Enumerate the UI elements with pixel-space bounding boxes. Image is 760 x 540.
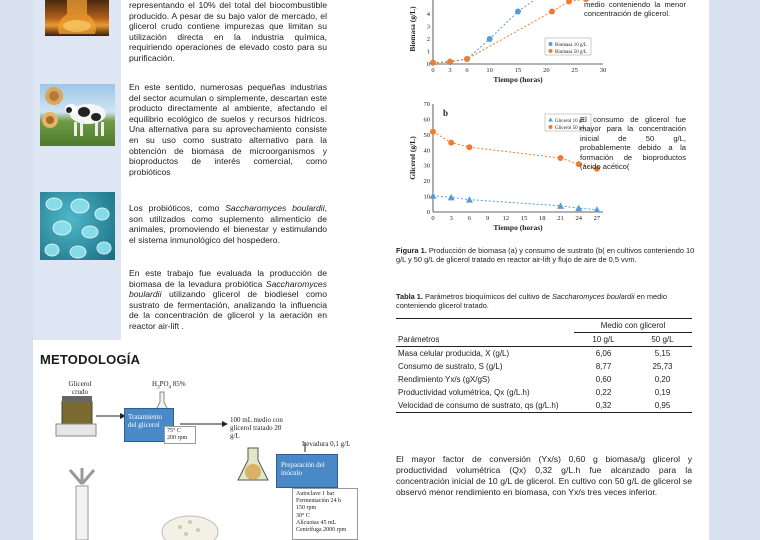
probiotic-text-c: , son utilizados como suplemento alimenticio de animales, promoviendo el bienestar y estimulando el sistema inmunológico del hospedero. (129, 203, 327, 245)
table-value-10: 0,60 (595, 375, 612, 384)
poster-page (33, 0, 709, 540)
airlift-reactor-icon (76, 486, 88, 540)
y-tick-label: 0 (426, 209, 430, 216)
condition-item: Centrífuga 2000 rpm (296, 527, 347, 534)
x-tick-label: 15 (520, 215, 528, 222)
data-point (558, 155, 564, 161)
data-point (466, 144, 472, 150)
y-tick-label: 1 (426, 48, 430, 56)
table-value-50: 25,73 (652, 362, 673, 371)
legend-label: Biomasa 10 g/L (555, 43, 587, 48)
data-point (448, 140, 454, 146)
table-group-header-row (396, 319, 692, 333)
series-line (433, 132, 597, 169)
table-param: Velocidad de consumo de sustrato, qs (g/L.h) (398, 401, 559, 410)
y-axis-label: Biomasa (g/L) (408, 6, 417, 52)
x-tick-label: 30 (599, 67, 607, 74)
y-axis-label: Glicerol (g/L) (408, 136, 417, 180)
data-point (487, 36, 493, 42)
yeast-cells-image (40, 192, 115, 260)
table-value-10: 0,32 (595, 401, 612, 410)
flask-icon (45, 0, 109, 36)
x-axis-label: Tiempo (horas) (493, 223, 543, 232)
x-tick-label: 0 (431, 67, 435, 74)
intro-text-1: representando el 10% del total del biocombustible producido. A pesar de su bajo valor de mercado, el glicerol crudo contiene impurezas que limitan su utilización directa en la industria química, requiriendo operaciones de elevado costo para su purificación. (129, 0, 327, 63)
x-tick-label: 27 (593, 215, 601, 222)
table-caption (396, 292, 696, 311)
y-tick-label: 4 (426, 11, 430, 18)
h3po4-sub1: 3 (157, 385, 160, 391)
objective-text-c: utilizando glicerol de biodiesel como sustrato de fermentación, analizando la influencia de la concentración de glicerol y la aeración en reactor air-lift . (129, 289, 327, 331)
legend-marker (549, 125, 553, 129)
condition-item: Alícuotas 45 mL (296, 519, 337, 526)
x-tick-label: 24 (575, 215, 582, 222)
preparacion-box (276, 454, 338, 488)
table-value-10: 8,77 (595, 362, 612, 371)
series-line (433, 196, 597, 210)
data-point (515, 9, 521, 15)
table-row (396, 360, 692, 373)
preparacion-label: Preparación del inóculo (281, 461, 325, 477)
x-tick-label: 6 (467, 215, 472, 222)
data-point (430, 60, 436, 66)
species-name: Saccharomyces boulardii (225, 203, 325, 213)
glicerol-note: El consumo de glicerol fue mayor para la concentración inicial de 50 g/L, probablemente debido a la formación de bioproductos (ácido acético( (580, 115, 686, 172)
h3po4-po: PO (159, 380, 169, 388)
x-tick-label: 21 (557, 215, 564, 222)
species-name-2: Saccharomyces boulardii (129, 278, 327, 300)
table-row (396, 399, 692, 413)
tratamiento-conditions (164, 426, 196, 444)
table-param: Consumo de sustrato, S (g/L) (398, 362, 503, 371)
x-tick-label: 9 (486, 215, 490, 222)
biomasa-chart (369, 0, 607, 100)
y-tick-label: 60 (423, 116, 430, 124)
table-param: Masa celular producida, X (g/L) (398, 349, 510, 358)
glicerol-jar-icon (62, 400, 92, 426)
objective-text-a: En este trabajo fue evaluada la producción de biomasa de la levadura probiótica (129, 268, 327, 289)
table-caption-label: Tabla 1. (396, 292, 423, 301)
table-value-10: 0,22 (595, 388, 612, 397)
table-value-50: 0,20 (654, 375, 671, 384)
glicerol-chart (369, 100, 601, 236)
temp-label: 75° C (167, 428, 181, 434)
conclusion-paragraph: El mayor factor de conversión (Yx/s) 0,60 g biomasa/g glicerol y productividad volumétrica (Qx) 0,32 g/L.h fue alcanzado para la concentración inicial de 10 g/L de glicerol. En cultivo con 50 g/L de glicerol se observó menor rendimiento en biomasa, con Yx/s tres veces inferior. (396, 454, 692, 497)
parameters-table (396, 318, 692, 413)
col-param-header: Parámetros (398, 334, 440, 344)
biodiesel-flask-image (45, 0, 109, 36)
figure-caption-label: Figura 1. (396, 246, 427, 255)
x-tick-label: 15 (514, 67, 522, 74)
h3po4-h: H (152, 380, 158, 388)
h3po4-sub2: 4 (168, 385, 172, 391)
table-param: Rendimiento Yx/s (gX/gS) (398, 375, 490, 384)
data-point (593, 206, 600, 213)
table-caption-text: Parámetros bioquímicos del cultivo de (422, 292, 552, 301)
x-axis-label: Tiempo (horas) (493, 75, 543, 84)
table-param: Productividad volumétrica, Qx (g/L.h) (398, 388, 530, 397)
data-point (549, 9, 555, 15)
table-caption-species: Saccharomyces boulardii (551, 292, 635, 301)
methodology-diagram (40, 372, 360, 540)
fermentation-conditions (292, 488, 358, 540)
condition-item: Fermentación 24 h (296, 498, 341, 505)
data-point (448, 194, 455, 201)
table-column-header-row (396, 333, 692, 347)
petri-dish-icon (162, 516, 218, 540)
cow-image (40, 84, 115, 146)
intro-paragraph-3 (129, 203, 327, 245)
biomasa-note: medio conteniendo la menor concentración de glicerol. (584, 0, 686, 19)
levadura-label: Levadura 0,1 g/L (302, 440, 351, 448)
y-tick-label: 10 (423, 193, 430, 201)
y-tick-label: 40 (423, 147, 430, 155)
table-row (396, 373, 692, 386)
x-tick-label: 20 (543, 67, 550, 74)
condition-item: 30° C (296, 512, 310, 519)
figure-caption (396, 246, 696, 265)
rpm-label: 200 rpm (167, 435, 188, 441)
medio-label: 100 mL medio con glicerol tratado 20 g/L (230, 416, 283, 440)
data-point (566, 0, 572, 5)
x-tick-label: 18 (539, 215, 546, 222)
figure-caption-text: Producción de biomasa (a) y consumo de sustrato (b( en cultivos conteniendo 10 g/L y 50 g/L de glicerol tratado en reactor air-lift y flujo de aire de 0,5 vvm. (396, 246, 695, 265)
legend-marker (549, 49, 553, 53)
x-tick-label: 6 (465, 67, 469, 74)
heater-icon (56, 424, 96, 436)
table-value-50: 0,95 (654, 401, 671, 410)
y-tick-label: 2 (426, 36, 430, 43)
y-tick-label: 0 (426, 61, 430, 68)
data-point (430, 192, 437, 199)
h3po4-percent: 85% (171, 380, 186, 388)
cow-icon (40, 84, 115, 146)
intro-text-2: En este sentido, numerosas pequeñas industrias del sector acumulan o simplemente, descartan este producto directamente al ambiente, afectando el equilibrio ecológico de suelos y recursos hídricos. Una alternativa para su aprovechamiento consiste en su uso como sustrato alternativo para la obtención de biomasa de microorganismos y bioproductos de interés comercial, como probióticos (129, 82, 327, 177)
glicerol-crudo-label: Glicerol crudo (68, 380, 92, 396)
table-row (396, 347, 692, 361)
legend-label: Glicerol 10 g/L (555, 119, 586, 124)
condition-item: Autoclave 1 bar (296, 491, 335, 497)
yeast-icon (40, 192, 115, 260)
x-tick-label: 25 (571, 67, 578, 74)
y-tick-label: 50 (423, 131, 430, 139)
x-tick-label: 12 (502, 215, 510, 222)
condition-item: 150 rpm (296, 505, 317, 512)
probiotic-text-a: Los probióticos, como (129, 203, 226, 213)
y-tick-label: 3 (426, 23, 430, 31)
legend-marker (549, 42, 553, 46)
x-tick-label: 3 (449, 215, 453, 222)
medio-header: Medio con glicerol (574, 319, 692, 333)
intro-paragraph-1 (129, 0, 327, 64)
x-tick-label: 0 (431, 215, 435, 222)
left-image-strip (33, 0, 121, 340)
table-value-50: 5,15 (654, 349, 671, 358)
intro-paragraph-4 (129, 268, 327, 332)
data-point (464, 56, 470, 62)
table-empty-header (396, 319, 574, 333)
table-caption-text-2: en medio conteniendo glicerol tratado. (396, 292, 668, 311)
y-tick-label: 20 (423, 178, 430, 186)
y-tick-label: 30 (423, 162, 430, 170)
table-value-10: 6,06 (595, 349, 612, 358)
table-value-50: 0,19 (654, 388, 671, 397)
intro-paragraph-2 (129, 82, 327, 177)
panel-label: b (443, 108, 449, 118)
data-point (447, 59, 453, 65)
metodologia-heading: METODOLOGÍA (40, 352, 141, 367)
legend-label: Biomasa 50 g/L (555, 50, 587, 55)
data-point (466, 196, 473, 203)
x-tick-label: 10 (486, 67, 493, 74)
tratamiento-label: Tratamiento del glicerol (128, 413, 162, 429)
data-point (430, 129, 436, 135)
legend-label: Glicerol 50 g/L (555, 126, 586, 131)
y-tick-label: 70 (423, 101, 430, 108)
col-10-header: 10 g/L (592, 335, 615, 344)
col-50-header: 50 g/L (651, 335, 674, 344)
x-tick-label: 3 (448, 67, 452, 74)
table-row (396, 386, 692, 399)
